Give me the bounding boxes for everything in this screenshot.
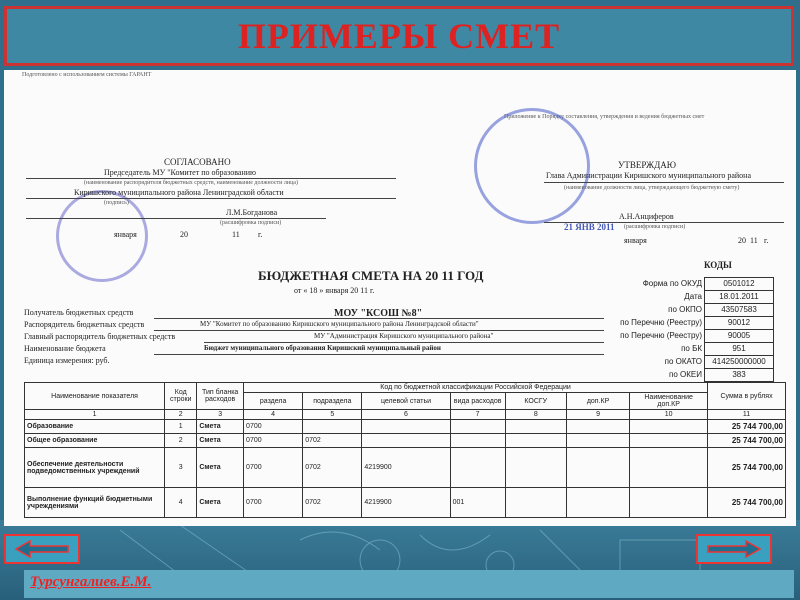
row-target: 4219900 (362, 488, 450, 518)
row-code: 2 (165, 434, 197, 448)
table-header-row (25, 383, 786, 393)
row-section: 0700 (244, 434, 303, 448)
row-subsection: 0702 (303, 488, 362, 518)
smeta-title (258, 268, 483, 284)
row-dop-name (630, 448, 708, 488)
colnum: 10 (630, 410, 708, 420)
smeta-title-year: 11 (441, 268, 454, 283)
code-value: 414250000000 (704, 356, 774, 369)
smeta-title-text: БЮДЖЕТНАЯ СМЕТА НА 20 (258, 268, 439, 283)
row-subsection (303, 420, 362, 434)
row-target (362, 420, 450, 434)
approve-year-prefix: 20 (738, 236, 746, 245)
row-form: Смета (197, 448, 244, 488)
row-kosgu (505, 448, 566, 488)
row-dop (566, 420, 629, 434)
row-form: Смета (197, 434, 244, 448)
colnum: 1 (25, 410, 165, 420)
code-value: 90005 (704, 330, 774, 343)
codes-box (704, 277, 774, 382)
row-exp (450, 448, 505, 488)
table-row (25, 434, 786, 448)
code-label: по Перечню (Реестру) (620, 318, 702, 327)
row-name: Общее образование (25, 434, 165, 448)
row-dop (566, 488, 629, 518)
row-exp (450, 434, 505, 448)
row-sum: 25 744 700,00 (708, 434, 786, 448)
col-header-kosgu: КОСГУ (505, 393, 566, 410)
row-section: 0700 (244, 420, 303, 434)
rule (26, 218, 326, 219)
rule (154, 354, 604, 355)
prev-slide-button[interactable] (4, 534, 80, 564)
rule (544, 182, 784, 183)
code-value: 43507583 (704, 304, 774, 317)
budget-document-image (4, 70, 796, 526)
colnum: 11 (708, 410, 786, 420)
approval-note: Приложение к Порядку составления, утверждения и ведения бюджетных смет (504, 114, 705, 120)
approve-year-suffix: 11 (750, 236, 758, 245)
smeta-date-year-prefix: 20 (350, 286, 359, 295)
row-dop-name (630, 488, 708, 518)
approve-name-caption: (расшифровка подписи) (624, 224, 686, 230)
row-exp: 001 (450, 488, 505, 518)
col-header-sum: Сумма в рублях (708, 383, 786, 410)
smeta-date-month: января (325, 286, 349, 295)
code-value: 90012 (704, 317, 774, 330)
approve-heading: УТВЕРЖДАЮ (618, 160, 677, 170)
stamp-date: 21 ЯНВ 2011 (564, 222, 615, 232)
agreed-year-prefix: 20 (180, 230, 188, 239)
agreed-year-suffix: 11 (232, 230, 240, 239)
row-dop-name (630, 420, 708, 434)
col-header-name: Наименование показателя (25, 383, 165, 410)
agreed-position-caption: (наименование распорядителя бюджетных средств, наименование должности лица) (84, 180, 298, 186)
code-label: по ОКАТО (664, 357, 702, 366)
colnum: 2 (165, 410, 197, 420)
stamp-approve (474, 108, 590, 224)
budget-table (24, 382, 786, 518)
row-name: Выполнение функций бюджетными учреждениями (25, 488, 165, 518)
col-header-form: Тип бланка расходов (197, 383, 244, 410)
smeta-date-year: 11 (360, 286, 368, 295)
code-label: по БК (681, 344, 702, 353)
smeta-date (294, 286, 374, 295)
col-header-target: целевой статьи (362, 393, 450, 410)
row-kosgu (505, 434, 566, 448)
slide-title-bar (4, 6, 794, 66)
col-header-dop-name: Наименование доп.КР (630, 393, 708, 410)
col-header-subsection: подраздела (303, 393, 362, 410)
row-kosgu (505, 488, 566, 518)
row-sum: 25 744 700,00 (708, 488, 786, 518)
approve-position: Глава Администрации Киришского муниципального района (546, 171, 752, 180)
field-label-1: Распорядитель бюджетных средств (24, 320, 145, 329)
row-subsection: 0702 (303, 448, 362, 488)
garant-note: Подготовлено с использованием системы ГАРАНТ (22, 72, 152, 78)
code-label: Форма по ОКУД (642, 279, 702, 288)
agreed-position: Председатель МУ "Комитет по образованию (104, 168, 256, 177)
rule (26, 178, 396, 179)
rule (544, 222, 784, 223)
row-dop (566, 434, 629, 448)
row-target (362, 434, 450, 448)
col-header-section: раздела (244, 393, 303, 410)
rule (204, 342, 604, 343)
row-section: 0700 (244, 488, 303, 518)
row-code: 4 (165, 488, 197, 518)
row-dop-name (630, 434, 708, 448)
colnum: 9 (566, 410, 629, 420)
field-value-1: МУ "Комитет по образованию Киришского муниципального района Ленинградской области" (200, 320, 479, 328)
agreed-month: января (114, 230, 137, 239)
code-value: 951 (704, 343, 774, 356)
code-label: Дата (684, 292, 702, 301)
row-sum: 25 744 700,00 (708, 420, 786, 434)
field-label-4: Единица измерения: руб. (24, 356, 110, 365)
colnum: 6 (362, 410, 450, 420)
agreed-heading: СОГЛАСОВАНО (164, 157, 231, 167)
smeta-date-day: 18 (309, 286, 318, 295)
approve-year-unit: г. (764, 236, 769, 245)
row-code: 1 (165, 420, 197, 434)
agreed-year-unit: г. (258, 230, 263, 239)
code-value: 18.01.2011 (704, 291, 774, 304)
table-colnum-row (25, 410, 786, 420)
col-header-kbk: Код по бюджетной классификации Российской Федерации (244, 383, 708, 393)
smeta-date-mid: » (319, 286, 324, 295)
code-label: по ОКПО (668, 305, 702, 314)
smeta-title-unit: ГОД (457, 268, 484, 283)
col-header-dop: доп.КР (566, 393, 629, 410)
code-label: по Перечню (Реестру) (620, 331, 702, 340)
row-section: 0700 (244, 448, 303, 488)
col-header-exp-type: вида расходов (450, 393, 505, 410)
code-value: 0501012 (704, 277, 774, 291)
colnum: 8 (505, 410, 566, 420)
code-label: по ОКЕИ (669, 370, 702, 379)
rule (154, 330, 604, 331)
row-form: Смета (197, 488, 244, 518)
colnum: 7 (450, 410, 505, 420)
row-form: Смета (197, 420, 244, 434)
colnum: 4 (244, 410, 303, 420)
colnum: 5 (303, 410, 362, 420)
institution-name: МОУ "КСОШ №8" (334, 308, 423, 319)
row-name: Обеспечение деятельности подведомственных учреждений (25, 448, 165, 488)
code-value: 383 (704, 369, 774, 382)
smeta-date-prefix: от « (294, 286, 308, 295)
codes-labels (594, 277, 702, 381)
row-dop (566, 448, 629, 488)
arrow-left-icon (14, 539, 70, 559)
next-slide-button[interactable] (696, 534, 772, 564)
table-row (25, 448, 786, 488)
agreed-sign-caption: (подпись) (104, 200, 129, 206)
row-name: Образование (25, 420, 165, 434)
smeta-date-unit: г. (369, 286, 375, 295)
approve-name: А.Н.Анциферов (619, 212, 674, 221)
row-sum: 25 744 700,00 (708, 448, 786, 488)
colnum: 3 (197, 410, 244, 420)
field-label-0: Получатель бюджетных средств (24, 308, 134, 317)
row-exp (450, 420, 505, 434)
field-value-2: МУ "Администрация Киришского муниципального района" (314, 332, 494, 340)
field-value-3: Бюджет муниципального образования Киришский муниципальный район (204, 344, 441, 352)
agreed-org: Киришского муниципального района Ленинградской области (74, 188, 284, 197)
agreed-name: Л.М.Богданова (226, 208, 278, 217)
col-header-code: Код строки (165, 383, 197, 410)
agreed-name-caption: (расшифровка подписи) (220, 220, 282, 226)
table-row (25, 420, 786, 434)
slide-title: ПРИМЕРЫ СМЕТ (237, 16, 561, 56)
arrow-right-icon (706, 539, 762, 559)
author-name[interactable]: Турсунгалиев.Е.М. (30, 574, 152, 590)
codes-heading: КОДЫ (704, 260, 732, 270)
approve-position-caption: (наименование должности лица, утверждающего бюджетную смету) (564, 185, 740, 191)
field-label-3: Наименование бюджета (24, 344, 106, 353)
approve-month: января (624, 236, 647, 245)
row-kosgu (505, 420, 566, 434)
row-subsection: 0702 (303, 434, 362, 448)
field-label-2: Главный распорядитель бюджетных средств (24, 332, 176, 341)
rule (154, 318, 604, 319)
row-code: 3 (165, 448, 197, 488)
table-row (25, 488, 786, 518)
row-target: 4219900 (362, 448, 450, 488)
rule (26, 198, 396, 199)
